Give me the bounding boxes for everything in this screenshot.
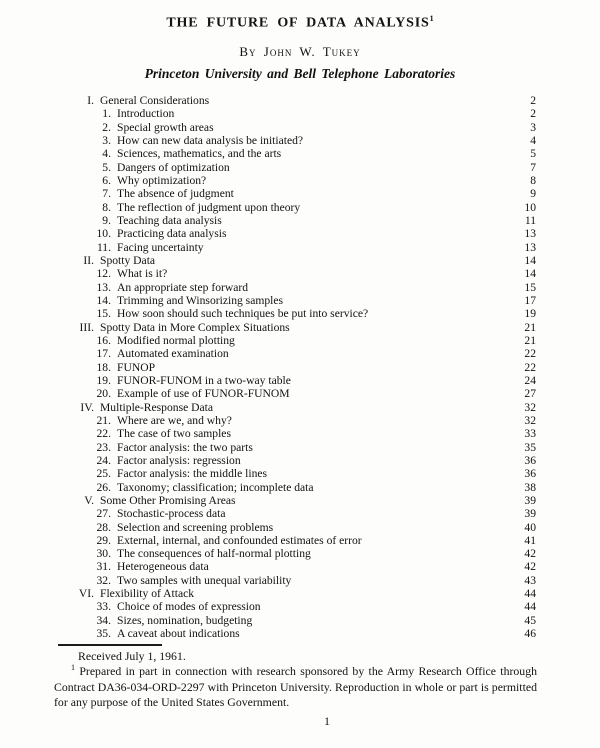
toc-entry-page: 39 xyxy=(524,507,536,521)
toc-entry xyxy=(57,361,536,374)
toc-entry xyxy=(57,481,536,494)
toc-entry xyxy=(57,174,536,187)
toc-entry-page: 13 xyxy=(524,240,536,254)
toc-entry-label: VI. xyxy=(78,587,94,601)
toc-entry-page: 22 xyxy=(524,360,536,374)
toc-entry-label: 6. xyxy=(102,173,111,187)
toc-entry-label: 4. xyxy=(102,147,111,161)
toc-entry-label: 7. xyxy=(102,187,111,201)
toc-entry-label: 2. xyxy=(102,120,111,134)
toc-entry-page: 14 xyxy=(524,253,536,267)
toc-entry-title: Multiple-Response Data xyxy=(100,400,214,414)
toc-entry-title: Spotty Data xyxy=(100,253,156,267)
toc-entry-title: Why optimization? xyxy=(117,173,207,187)
toc-entry-label: 16. xyxy=(96,333,111,347)
toc-entry-title: Some Other Promising Areas xyxy=(100,493,236,507)
toc-entry-page: 45 xyxy=(524,613,536,627)
toc-entry-page: 8 xyxy=(530,173,536,187)
toc-entry-page: 24 xyxy=(524,373,536,387)
received-date: Received July 1, 1961. xyxy=(78,649,186,663)
toc-entry-title: The case of two samples xyxy=(117,427,231,441)
toc-entry-title: The absence of judgment xyxy=(117,187,234,201)
toc-entry-label: 26. xyxy=(96,480,111,494)
toc-entry-title: Stochastic-process data xyxy=(117,507,226,521)
toc-entry-label: II. xyxy=(83,253,94,267)
toc-entry-page: 2 xyxy=(530,94,536,107)
toc-entry-title: Modified normal plotting xyxy=(117,333,235,347)
toc-entry-title: Spotty Data in More Complex Situations xyxy=(100,320,290,334)
toc-entry-label: 28. xyxy=(96,520,111,534)
toc-entry-title: Teaching data analysis xyxy=(117,213,222,227)
toc-entry xyxy=(57,161,536,174)
toc-entry-label: 30. xyxy=(96,547,111,561)
toc-entry-page: 44 xyxy=(524,587,536,601)
table-of-contents xyxy=(57,94,536,640)
toc-entry xyxy=(57,214,536,227)
toc-entry xyxy=(57,507,536,520)
toc-entry-title: Sciences, mathematics, and the arts xyxy=(117,147,282,161)
toc-entry-title: Heterogeneous data xyxy=(117,560,209,574)
toc-entry-label: 1. xyxy=(102,107,111,121)
toc-entry-page: 21 xyxy=(524,320,536,334)
toc-entry-label: 23. xyxy=(96,440,111,454)
toc-entry-title: Facing uncertainty xyxy=(117,240,204,254)
toc-entry-label: 3. xyxy=(102,133,111,147)
toc-entry xyxy=(57,121,536,134)
toc-entry-label: 22. xyxy=(96,427,111,441)
toc-entry xyxy=(57,147,536,160)
toc-entry xyxy=(57,267,536,280)
footnotes xyxy=(54,649,537,711)
toc-entry-title: The consequences of half-normal plotting xyxy=(117,547,311,561)
toc-entry-title: Choice of modes of expression xyxy=(117,600,261,614)
toc-entry-page: 35 xyxy=(524,440,536,454)
affiliation: Princeton University and Bell Telephone Laboratories xyxy=(144,66,456,81)
toc-entry-label: 35. xyxy=(96,627,111,641)
toc-entry xyxy=(57,534,536,547)
toc-entry xyxy=(57,441,536,454)
toc-entry-title: Automated examination xyxy=(117,347,229,361)
toc-entry-page: 38 xyxy=(524,480,536,494)
toc-entry-label: 15. xyxy=(96,307,111,321)
toc-entry-label: 14. xyxy=(96,293,111,307)
footnote-1-mark: 1 xyxy=(71,663,75,673)
toc-entry-title: Factor analysis: the two parts xyxy=(117,440,253,454)
toc-entry-label: 8. xyxy=(102,200,111,214)
toc-entry xyxy=(57,414,536,427)
toc-entry-title: FUNOR-FUNOM in a two-way table xyxy=(117,373,291,387)
toc-entry-label: 20. xyxy=(96,387,111,401)
toc-entry-title: Sizes, nomination, budgeting xyxy=(117,613,253,627)
toc-entry-page: 10 xyxy=(524,200,536,214)
toc-entry-label: V. xyxy=(84,493,94,507)
toc-entry-title: Example of use of FUNOR-FUNOM xyxy=(117,387,290,401)
toc-entry-label: 13. xyxy=(96,280,111,294)
paper-title xyxy=(0,14,600,32)
toc-entry-page: 4 xyxy=(530,133,536,147)
toc-entry xyxy=(57,294,536,307)
toc-entry-page: 32 xyxy=(524,400,536,414)
toc-entry-label: 17. xyxy=(96,347,111,361)
toc-entry-title: Selection and screening problems xyxy=(117,520,274,534)
toc-entry xyxy=(57,334,536,347)
toc-entry-page: 27 xyxy=(524,387,536,401)
toc-entry-page: 5 xyxy=(530,147,536,161)
toc-entry-page: 44 xyxy=(524,600,536,614)
toc-entry-title: How soon should such techniques be put into service? xyxy=(117,307,369,321)
toc-entry xyxy=(57,107,536,120)
page-number: 1 xyxy=(324,714,330,728)
toc-entry xyxy=(57,201,536,214)
toc-entry-title: An appropriate step forward xyxy=(117,280,249,294)
toc-entry-page: 36 xyxy=(524,453,536,467)
toc-entry xyxy=(57,281,536,294)
toc-entry xyxy=(57,134,536,147)
toc-entry-page: 15 xyxy=(524,280,536,294)
toc-entry-label: I. xyxy=(87,94,94,107)
toc-entry-title: Two samples with unequal variability xyxy=(117,573,292,587)
footnote-divider xyxy=(58,644,162,646)
toc-entry xyxy=(57,254,536,267)
toc-entry xyxy=(57,614,536,627)
toc-entry-label: 5. xyxy=(102,160,111,174)
toc-entry-title: How can new data analysis be initiated? xyxy=(117,133,304,147)
toc-entry xyxy=(57,227,536,240)
toc-entry-page: 41 xyxy=(524,533,536,547)
toc-entry-page: 13 xyxy=(524,227,536,241)
toc-entry xyxy=(57,374,536,387)
title-footnote-mark: 1 xyxy=(429,14,434,23)
toc-entry-page: 2 xyxy=(530,107,536,121)
toc-entry-label: 32. xyxy=(96,573,111,587)
toc-entry-title: What is it? xyxy=(117,267,168,281)
toc-entry-label: 21. xyxy=(96,413,111,427)
toc-entry-page: 19 xyxy=(524,307,536,321)
toc-entry-label: IV. xyxy=(80,400,94,414)
toc-entry-label: 33. xyxy=(96,600,111,614)
toc-entry-label: 9. xyxy=(102,213,111,227)
toc-entry-page: 36 xyxy=(524,467,536,481)
toc-entry-label: 29. xyxy=(96,533,111,547)
toc-entry xyxy=(57,321,536,334)
toc-entry-title: A caveat about indications xyxy=(117,627,240,641)
toc-entry xyxy=(57,587,536,600)
toc-entry-title: Factor analysis: regression xyxy=(117,453,241,467)
toc-entry-page: 40 xyxy=(524,520,536,534)
toc-entry-label: 18. xyxy=(96,360,111,374)
toc-entry-title: Dangers of optimization xyxy=(117,160,230,174)
toc-entry xyxy=(57,241,536,254)
toc-entry-page: 42 xyxy=(524,547,536,561)
toc-entry xyxy=(57,560,536,573)
toc-entry xyxy=(57,187,536,200)
toc-entry-page: 32 xyxy=(524,413,536,427)
toc-entry-title: Trimming and Winsorizing samples xyxy=(117,293,284,307)
toc-entry-page: 43 xyxy=(524,573,536,587)
toc-entry-page: 39 xyxy=(524,493,536,507)
toc-entry xyxy=(57,547,536,560)
toc-entry-label: 19. xyxy=(96,373,111,387)
toc-entry-page: 11 xyxy=(524,213,536,227)
toc-entry-label: III. xyxy=(79,320,94,334)
toc-entry xyxy=(57,347,536,360)
toc-entry-label: 25. xyxy=(96,467,111,481)
toc-entry xyxy=(57,521,536,534)
footnote-1-text: Prepared in part in connection with research sponsored by the Army Research Office through Contract DA36-034-ORD-2297 with Princeton University. Reproduction in whole or part is permitted for any purpose of the United States Government. xyxy=(54,664,537,710)
toc-entry-page: 3 xyxy=(530,120,536,134)
toc-entry-page: 33 xyxy=(524,427,536,441)
toc-entry-page: 7 xyxy=(530,160,536,174)
toc-entry xyxy=(57,454,536,467)
toc-entry-page: 42 xyxy=(524,560,536,574)
toc-entry-label: 11. xyxy=(96,240,111,254)
toc-entry-title: General Considerations xyxy=(100,94,210,107)
toc-entry xyxy=(57,94,536,107)
toc-entry-label: 34. xyxy=(96,613,111,627)
toc-entry-title: Special growth areas xyxy=(117,120,214,134)
toc-entry-title: Flexibility of Attack xyxy=(100,587,195,601)
toc-entry-title: Practicing data analysis xyxy=(117,227,227,241)
toc-entry-title: Introduction xyxy=(117,107,175,121)
toc-entry-title: Where are we, and why? xyxy=(117,413,232,427)
toc-entry-title: External, internal, and confounded estimates of error xyxy=(117,533,362,547)
toc-entry-title: Factor analysis: the middle lines xyxy=(117,467,268,481)
toc-entry xyxy=(57,627,536,640)
toc-entry-page: 21 xyxy=(524,333,536,347)
toc-entry-title: Taxonomy; classification; incomplete data xyxy=(117,480,314,494)
toc-entry-page: 17 xyxy=(524,293,536,307)
toc-entry xyxy=(57,387,536,400)
toc-entry-title: FUNOP xyxy=(117,360,156,374)
toc-entry-page: 22 xyxy=(524,347,536,361)
paper-title-text: THE FUTURE OF DATA ANALYSIS xyxy=(166,15,430,31)
toc-entry-label: 27. xyxy=(96,507,111,521)
footnote-1 xyxy=(54,664,537,710)
toc-entry-label: 12. xyxy=(96,267,111,281)
toc-entry-label: 31. xyxy=(96,560,111,574)
toc-entry xyxy=(57,574,536,587)
toc-entry xyxy=(57,427,536,440)
toc-entry xyxy=(57,401,536,414)
toc-entry xyxy=(57,494,536,507)
toc-entry xyxy=(57,600,536,613)
toc-entry xyxy=(57,307,536,320)
toc-entry xyxy=(57,467,536,480)
toc-entry-label: 24. xyxy=(96,453,111,467)
toc-entry-page: 14 xyxy=(524,267,536,281)
byline: By John W. Tukey xyxy=(239,44,361,59)
toc-entry-label: 10. xyxy=(96,227,111,241)
toc-entry-title: The reflection of judgment upon theory xyxy=(117,200,301,214)
toc-entry-page: 9 xyxy=(530,187,536,201)
toc-entry-page: 46 xyxy=(524,627,536,641)
